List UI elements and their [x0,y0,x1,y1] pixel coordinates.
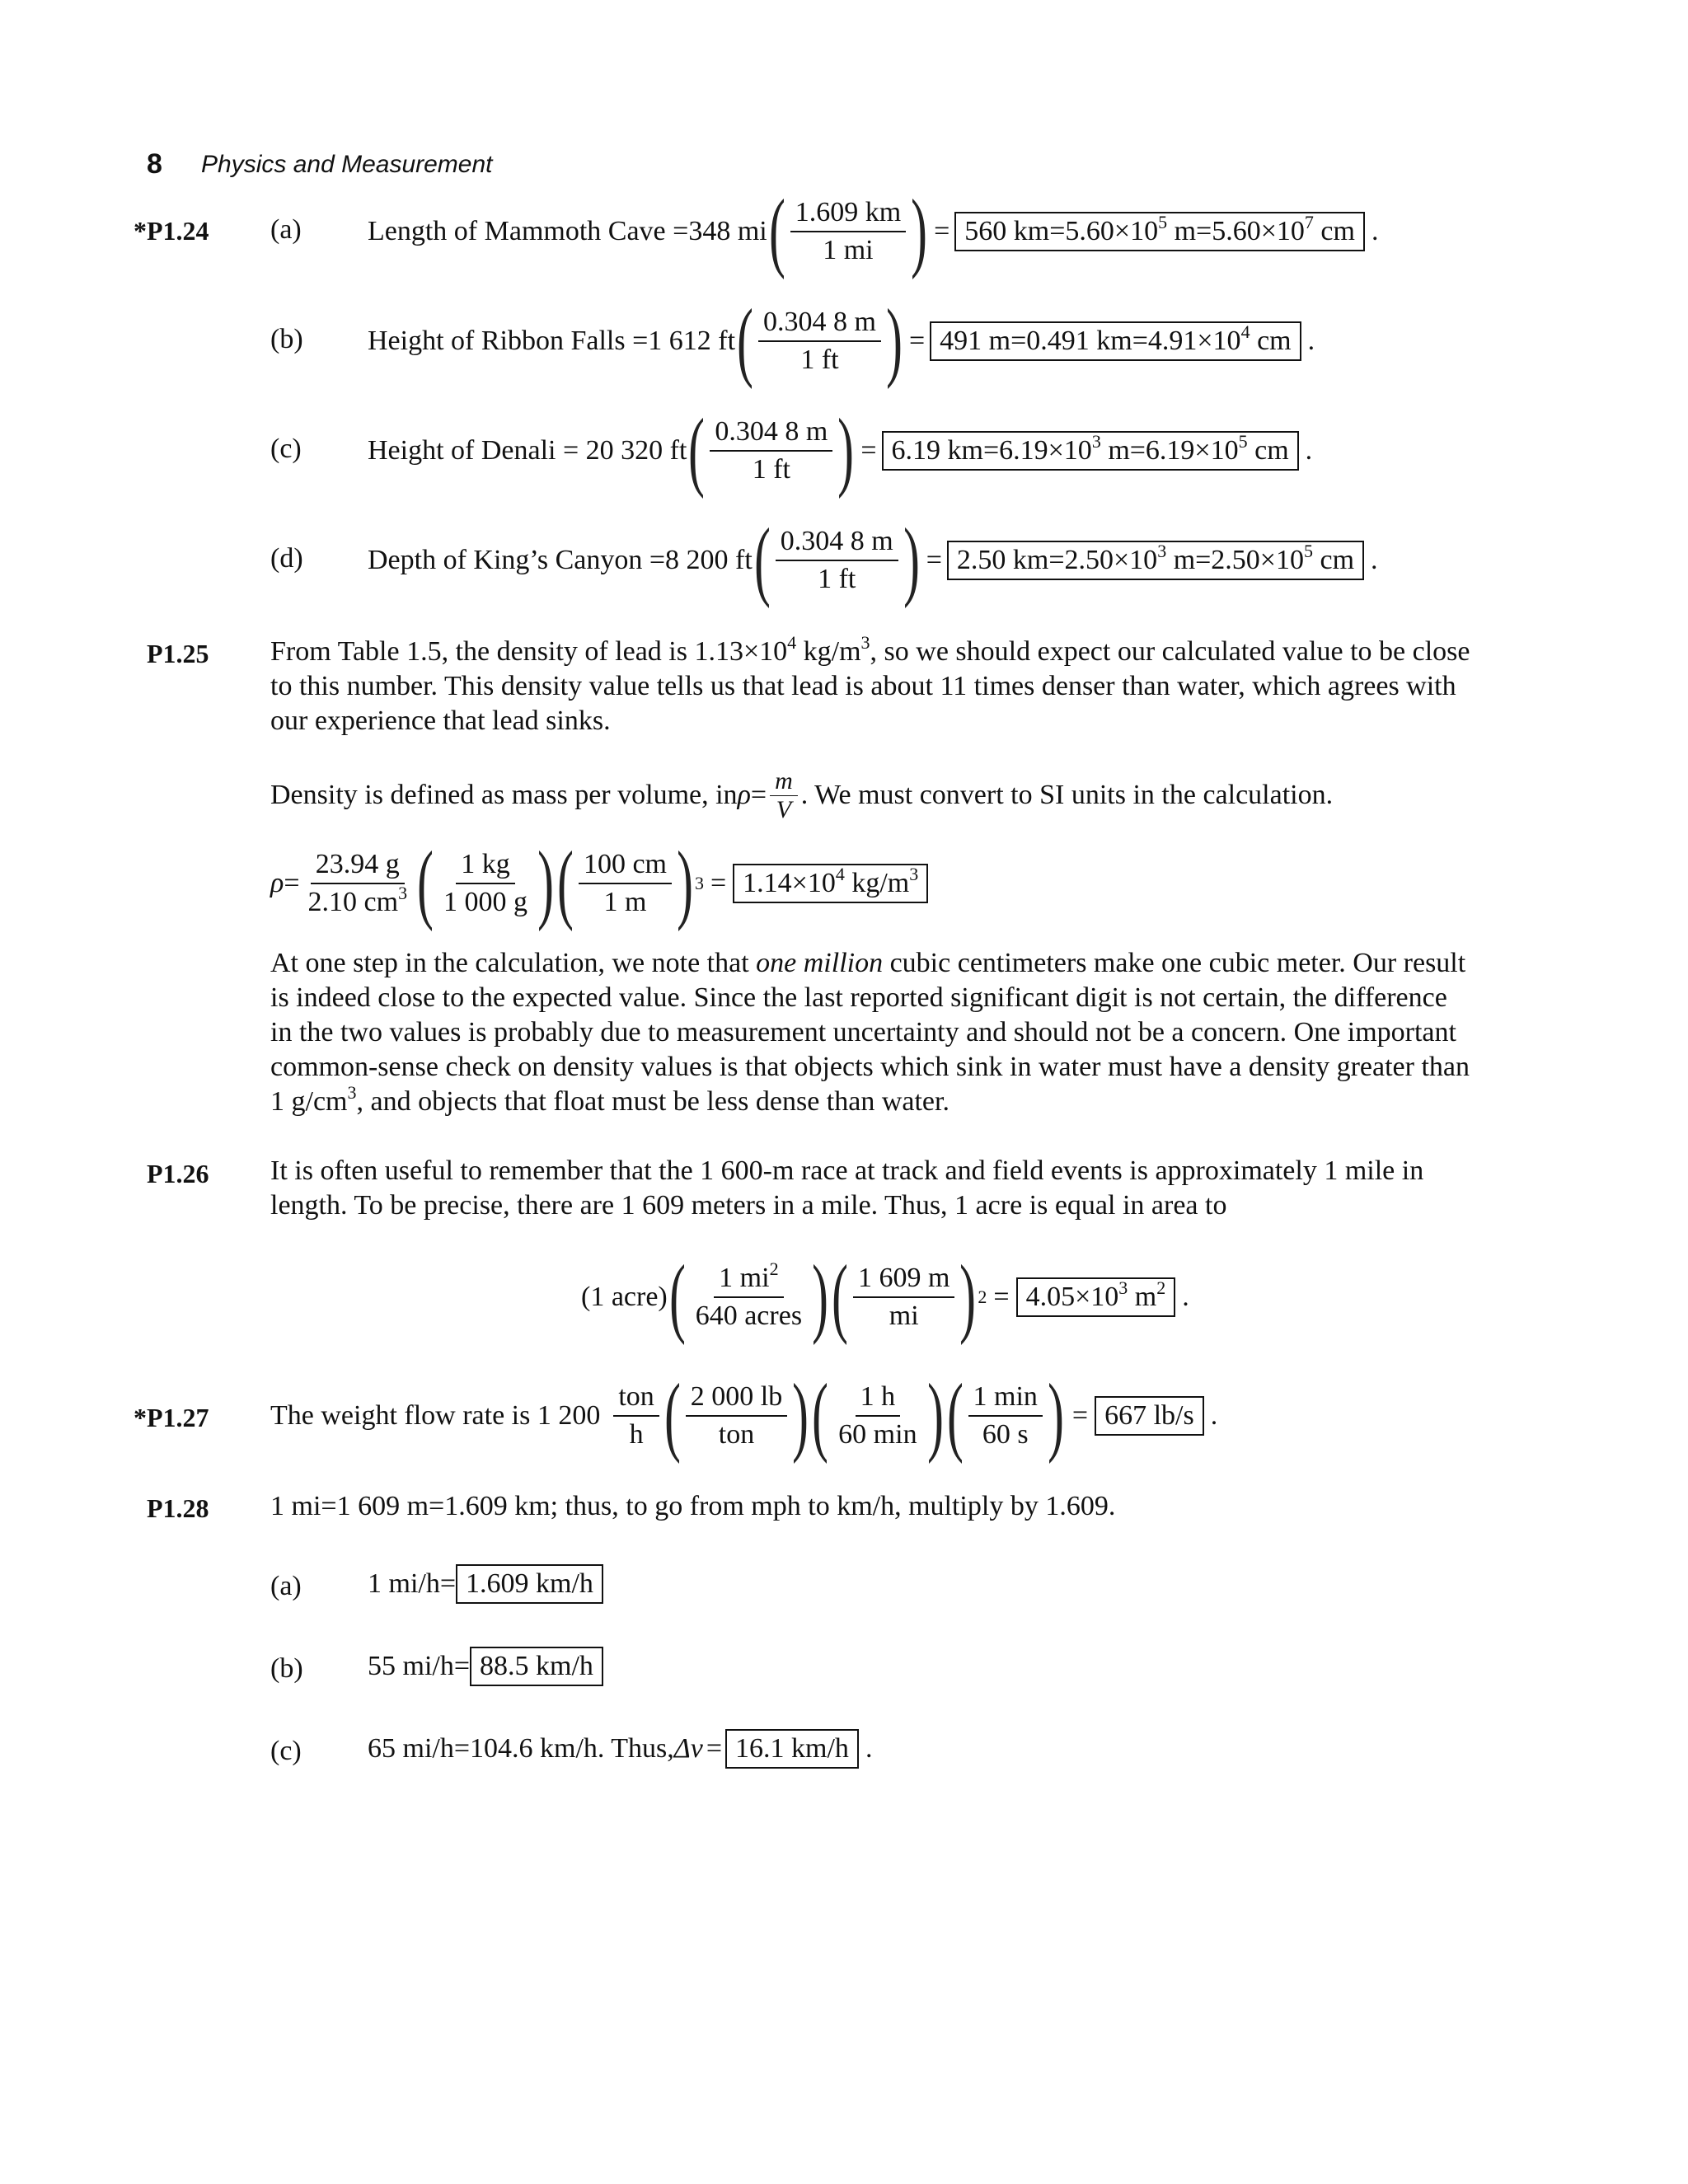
rho-symbol: ρ [737,780,751,810]
p124-b-text: Height of Ribbon Falls =1 612 ft [368,326,736,356]
right-paren: ) [911,182,928,280]
part-a-letter: (a) [270,1571,302,1601]
m-per-mi-fraction: $\frac{1 609 m}{mi}$ [853,1260,954,1334]
left-paren: ( [417,834,434,932]
fraction-denominator: 1 ft [752,454,791,485]
right-paren: ) [959,1248,977,1346]
p124-d-text: Depth of King’s Canyon =8 200 ft [368,545,753,575]
p128-c-result-box: 16.1 km/h [725,1729,859,1769]
left-paren: ( [812,1366,829,1465]
period: . [1371,216,1379,246]
ton-per-h-fraction: $\frac{\text{ton}}{h}$ [613,1379,659,1453]
p125-result-box: $1.14\times 10^4$ $kg/m^3$ [733,864,928,903]
lb-per-ton-fraction: $\frac{2 000 lb}{\text{ton}}$ [686,1379,787,1453]
left-paren: ( [737,292,753,390]
page-number: 8 [147,148,162,180]
right-paren: ) [837,401,855,499]
p125-density-calculation: ρ = $\frac{23.94 g}{2.10 cm^3}$ ( $\frac{1 kg}{1 000 g}$ ) ( $\frac{100 cm}{1 m}$ ) 3 = $1.14\times 10^4$ $kg/m^3$ [270,842,928,925]
delta-v-symbol: Δv [673,1733,703,1764]
rho-symbol: ρ [270,868,284,898]
running-title: Physics and Measurement [201,151,493,178]
p124-a-result-box: 560 $km=5.60\times 10^5$ $m=5.60\times 10^7$ cm [954,212,1365,251]
p128-intro: 1 mi=1 609 m=1.609 km; thus, to go from mph to km/h, multiply by 1.609. [270,1491,1116,1521]
p124-c-fraction [710,414,832,488]
right-paren: ) [677,834,693,932]
p126-acre-calculation: (1 acre) ( $\frac{1 mi^2}{\text{640 acres}}$ ) ( $\frac{1 609 m}{mi}$ ) 2 = $4.05\times 10^3$ $m^2$ . [581,1248,1189,1346]
p128-b-result-box: 88.5 km/h [470,1647,603,1686]
left-paren: ( [946,1366,964,1465]
fraction-denominator: 1 mi [823,235,874,265]
period: . [1305,435,1313,466]
equals-sign: = [934,216,950,246]
m-over-v-fraction: $\frac{m}{V}$ [770,767,798,824]
p124-a-equation [368,182,1379,280]
fraction-numerator: 0.304 8 m [710,414,832,452]
p124-b-equation [368,292,1315,390]
equals-sign: = [860,435,877,466]
p128-c-equation: 65 mi/h=104.6 km/h. Thus, Δv = 16.1 km/h . [368,1729,872,1769]
p124-a-text: Length of Mammoth Cave =348 mi [368,216,767,246]
equals-sign: = [908,326,926,356]
part-c-letter: (c) [270,1736,302,1766]
right-paren: ) [903,511,920,609]
p124-b-result-box: 491 m=0.491 $km=4.91\times 10^4$ cm [930,321,1301,361]
part-b-letter: (b) [270,324,303,354]
p126-paragraph: It is often useful to remember that the 1 600-m race at track and field events is approximately 1 mile in length. To be precise, there are 1 609 meters in a mile. Thus, 1 acre is equal in area to [270,1155,1424,1221]
p128-b-equation: 55 mi/h= 88.5 km/h [368,1647,603,1686]
problem-label-p1-24: *P1.24 [134,216,209,246]
p125-paragraph-1: From Table 1.5, the density of lead is $1.13\times 10^4$ $kg/m^3$, so we should expect our calculated value to be close to this number. This density value tells us that lead is about 11 times denser than water, which agrees with our experience that lead sinks. [270,632,1470,736]
h-per-min-fraction: $\frac{1 h}{60 \min}$ [833,1379,921,1453]
mass-volume-fraction: $\frac{23.94 g}{2.10 cm^3}$ [303,846,413,921]
p125-paragraph-3: At one step in the calculation, we note that one million cubic centimeters make one cubic meter. Our result is indeed close to the expected value. Since the last reported significant digit is not certain, the difference in the two values is probably due to measurement uncertainty and should not be a concern. One important common-sense check on density values is that objects which sink in water must have a density greater than 1 $g/cm^3$, and objects that float must be less dense than water. [270,948,1470,1117]
p125-density-definition: Density is defined as mass per volume, in ρ = $\frac{m}{V}$ . We must convert to SI units in the calculation. [270,766,1334,823]
p127-flow-rate-calculation: The weight flow rate is 1 200 $\frac{\text{ton}}{h}$ ( $\frac{2 000 lb}{\text{ton}}$ ) ( $\frac{1 h}{60 \min}$ ) ( $\frac{1 \min}{60 s}$ ) = 667 lb/s . [270,1366,1218,1465]
p124-d-result-box: 2.50 $km=2.50\times 10^3$ $m=2.50\times 10^5$ cm [947,541,1364,580]
cm-per-m-fraction: $\frac{100 cm}{1 m}$ [579,846,672,921]
p124-c-result-box: 6.19 $km=6.19\times 10^3$ $m=6.19\times 10^5$ cm [882,431,1299,471]
left-paren: ( [557,834,574,932]
p128-a-result-box: 1.609 km/h [456,1564,603,1604]
p124-d-equation [368,511,1378,609]
left-paren: ( [753,511,771,609]
left-paren: ( [668,1248,686,1346]
fraction-denominator: 1 ft [800,344,839,375]
part-c-letter: (c) [270,434,302,464]
period: . [1371,545,1378,575]
p126-result-box: $4.05\times 10^3$ $m^2$ [1016,1277,1176,1317]
right-paren: ) [886,292,903,390]
period: . [1307,326,1315,356]
part-a-letter: (a) [270,214,302,245]
left-paren: ( [663,1366,681,1465]
p124-c-text: Height of Denali = 20 320 ft [368,435,687,466]
p124-b-fraction [758,304,881,378]
part-d-letter: (d) [270,543,303,574]
right-paren: ) [926,1366,944,1465]
kg-per-g-fraction: $\frac{1 kg}{1 000 g}$ [438,846,532,921]
part-b-letter: (b) [270,1653,303,1684]
p124-d-fraction [776,523,898,598]
mi2-per-acres-fraction: $\frac{1 mi^2}{\text{640 acres}}$ [695,1258,803,1331]
right-paren: ) [537,834,554,932]
left-paren: ( [768,182,785,280]
right-paren: ) [792,1366,809,1465]
fraction-denominator: 1 ft [818,564,856,594]
right-paren: ) [1048,1366,1064,1465]
p128-a-equation: 1 mi/h= 1.609 km/h [368,1564,603,1604]
fraction-numerator: 0.304 8 m [776,523,898,561]
left-paren: ( [832,1248,848,1346]
problem-label-p1-28: P1.28 [147,1493,209,1523]
fraction-numerator: 1.609 km [790,194,906,232]
right-paren: ) [812,1248,828,1346]
p124-c-equation [368,401,1313,499]
problem-label-p1-26: P1.26 [147,1159,209,1188]
problem-label-p1-25: P1.25 [147,639,209,668]
p127-result-box: 667 lb/s [1095,1396,1204,1436]
min-per-s-fraction: $\frac{1 \min}{60 s}$ [968,1379,1043,1453]
p124-a-fraction [790,194,906,269]
left-paren: ( [688,401,706,499]
fraction-numerator: 0.304 8 m [758,304,881,342]
equals-sign: = [926,545,942,575]
problem-label-p1-27: *P1.27 [134,1403,209,1432]
